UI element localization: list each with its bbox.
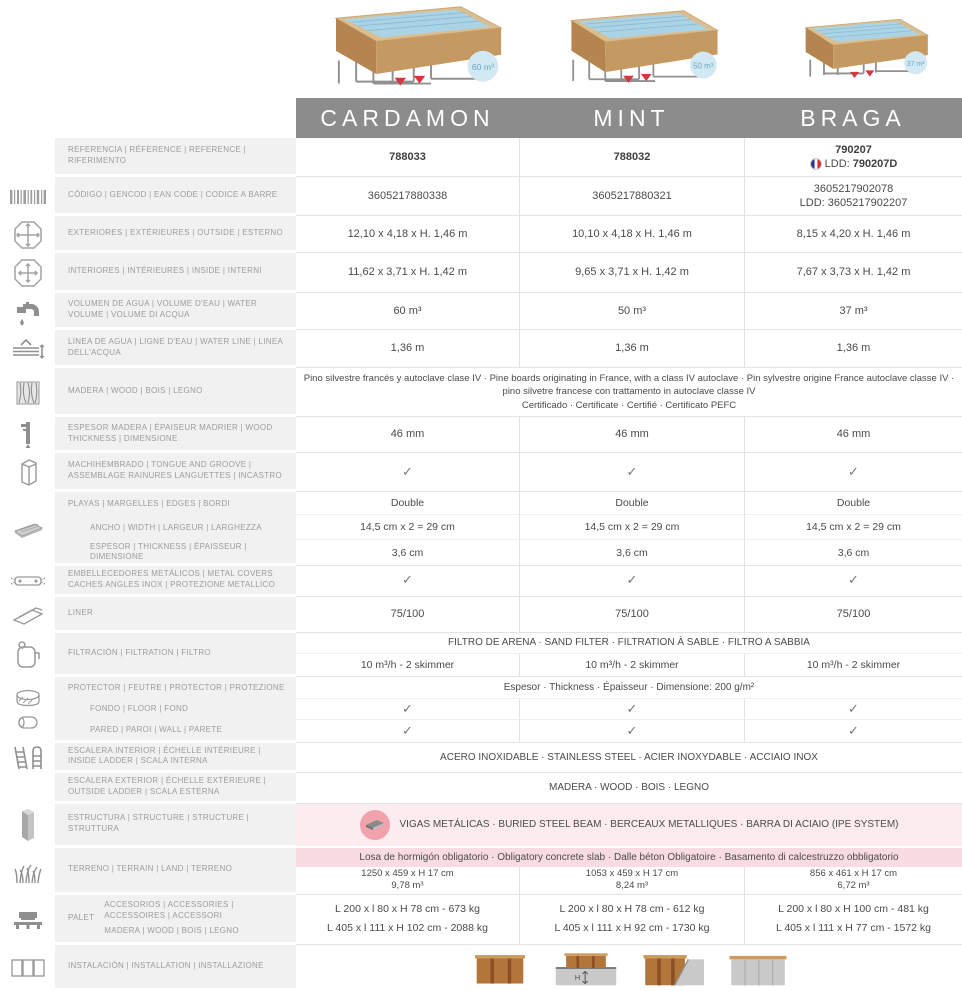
value-mint: 50 m³ — [519, 293, 744, 330]
wood-grain-icon — [0, 368, 55, 417]
grass-terrain-icon — [0, 848, 55, 895]
value-mint: 788032 — [519, 138, 744, 177]
row-label: FILTRACIÓN | FILTRATION | FILTRO — [55, 633, 296, 677]
value-braga — [744, 566, 962, 597]
beam-profile-icon — [0, 804, 55, 848]
value-cardamon — [296, 566, 519, 597]
row-label: EMBELLECEDORES METÁLICOS | METAL COVERS CACHES ANGLES INOX | PROTEZIONE METALLICO — [55, 566, 296, 597]
madera-span-value — [296, 368, 962, 417]
value-cardamon: 12,10 x 4,18 x H. 1,46 m — [296, 216, 519, 253]
empty-icon-cell — [0, 138, 55, 177]
playas-thickness-mint: 3,6 cm — [519, 540, 744, 566]
playas-width-label: ANCHO | WIDTH | LARGEUR | LARGHEZZA — [55, 515, 296, 540]
spec-row-escalera-interior — [0, 743, 962, 774]
playas-label: PLAYAS | MARGELLES | EDGES | BORDI — [55, 492, 296, 515]
value-braga — [744, 453, 962, 492]
spec-row-machihembrado — [0, 453, 962, 492]
check-icon: ✓ — [848, 463, 859, 479]
metal-cover-icon — [0, 566, 55, 597]
palet-sublabels — [104, 900, 286, 936]
product-title-mint: MINT — [593, 104, 670, 131]
slab-dimensions — [296, 867, 962, 894]
palet-accessories-label: ACCESORIOS | ACCESSORIES | ACCESSOIRES | ACCESSORI — [104, 900, 234, 920]
spec-row-instalacion — [0, 945, 962, 991]
value-braga — [744, 177, 962, 216]
spec-row-codigo — [0, 177, 962, 216]
slope-buried-diagram-icon — [640, 949, 704, 987]
pallet-icon — [0, 895, 55, 945]
playas-width-mint: 14,5 cm x 2 = 29 cm — [519, 515, 744, 540]
row-label: CÓDIGO | GENCOD | EAN CODE | CODICE A BARRE — [55, 177, 296, 216]
row-label: ESPESOR MADERA | ÉPAISEUR MADRIER | WOOD THICKNESS | DIMENSIONE — [55, 417, 296, 453]
wall-check-mint — [519, 720, 744, 743]
check-icon: ✓ — [626, 722, 638, 738]
pool-volume-bubble: 50 m³ — [692, 61, 713, 71]
value-braga: 8,15 x 4,20 x H. 1,46 m — [744, 216, 962, 253]
playas-thickness-cardamon: 3,6 cm — [296, 540, 519, 566]
slab-volume: 6,72 m³ — [837, 880, 870, 892]
spec-row-filtracion — [0, 633, 962, 677]
pool-isometric-icon — [534, 2, 730, 96]
outside-dimensions-icon — [0, 216, 55, 253]
playas-width-braga: 14,5 cm x 2 = 29 cm — [744, 515, 962, 540]
value-braga — [744, 895, 962, 945]
spec-row-linea-agua — [0, 330, 962, 368]
value-braga: 10 m³/h - 2 skimmer — [744, 654, 962, 676]
filtracion-values — [296, 633, 962, 677]
felt-protector-icon — [0, 677, 55, 743]
water-line-icon — [0, 330, 55, 368]
ldd-value: 790207D — [852, 158, 898, 170]
ldd-label: LDD: — [824, 158, 850, 170]
playas-type-mint: Double — [519, 492, 744, 515]
spec-row-interiores — [0, 253, 962, 293]
spec-row-exteriores — [0, 216, 962, 253]
spec-row-espesor-madera — [0, 417, 962, 453]
value-mint: 10 m³/h - 2 skimmer — [519, 654, 744, 676]
value-braga: 7,67 x 3,73 x H. 1,42 m — [744, 253, 962, 293]
spec-row-terreno — [0, 848, 962, 895]
wood-pallet: L 405 x l 111 x H 92 cm - 1730 kg — [554, 921, 710, 934]
filter-type-span: FILTRO DE ARENA · SAND FILTER · FILTRATION À SABLE · FILTRO A SABBIA — [296, 633, 962, 654]
floor-check-braga — [744, 699, 962, 720]
playas-type-cardamon: Double — [296, 492, 519, 515]
value-cardamon: 10 m³/h - 2 skimmer — [360, 658, 455, 671]
depth-label: H — [574, 972, 581, 982]
installation-diagrams — [296, 945, 962, 991]
product-header-band — [296, 98, 962, 138]
value-mint — [519, 895, 744, 945]
value-cardamon: 60 m³ — [296, 293, 519, 330]
palet-label-cell — [55, 895, 296, 945]
pool-volume-bubble: 37 m³ — [906, 60, 925, 68]
playas-type-braga: Double — [744, 492, 962, 515]
spec-row-embellecedores — [0, 566, 962, 597]
braga-reference: 790207 — [835, 143, 872, 156]
braga-ean-ldd: LDD: 3605217902207 — [799, 197, 908, 209]
value-braga: 75/100 — [744, 597, 962, 633]
playas-width-cardamon: 14,5 cm x 2 = 29 cm — [296, 515, 519, 540]
check-icon: ✓ — [848, 572, 859, 588]
caliper-icon — [0, 417, 55, 453]
madera-description: Pino silvestre francés y autoclave clase IV · Pine boards originating in France, with a class IV autoclave · Pin sylvestre origine France autoclave classe IV · pino silvetre francese con trattamento in autoclave classe IV — [303, 373, 955, 398]
protector-label: PROTECTOR | FEUTRE | PROTECTOR | PROTEZIONE — [55, 677, 296, 699]
terreno-values — [296, 848, 962, 895]
check-icon: ✓ — [402, 700, 413, 716]
value-mint: 75/100 — [519, 597, 744, 633]
value-mint: 3605217880321 — [519, 177, 744, 216]
ladders-icon — [0, 743, 55, 774]
installation-icon — [0, 945, 55, 991]
row-label: LINEA DE AGUA | LIGNE D'EAU | WATER LINE | LINEA DELL'ACQUA — [55, 330, 296, 368]
value-cardamon: 75/100 — [296, 597, 519, 633]
filter-pump-icon — [0, 633, 55, 677]
check-icon: ✓ — [402, 463, 413, 479]
france-flag-icon — [810, 158, 822, 170]
spec-row-estructura — [0, 804, 962, 848]
value-cardamon: 3605217880338 — [296, 177, 519, 216]
row-label: VOLUMEN DE AGUA | VOLUME D'EAU | WATER VOLUME | VOLUME DI ACQUA — [55, 293, 296, 330]
concrete-slab-notice: Losa de hormigón obligatorio · Obligatory concrete slab · Dalle béton Obligatoire · Basamento di calcestruzzo obbligatorio — [296, 848, 962, 867]
check-icon: ✓ — [402, 722, 413, 738]
pool-image-cardamon — [296, 0, 519, 98]
value-cardamon — [296, 867, 519, 894]
barcode-icon — [0, 177, 55, 216]
wood-pallet: L 405 x l 111 x H 77 cm - 1572 kg — [775, 921, 932, 934]
value-braga: 46 mm — [744, 417, 962, 453]
accessories-pallet: L 200 x l 80 x H 78 cm - 673 kg — [335, 903, 480, 916]
value-mint: 46 mm — [519, 417, 744, 453]
playas-thickness-label: ESPESOR | THICKNESS | ÉPAISSEUR | DIMENSIONE — [55, 540, 296, 566]
value-mint: 9,65 x 3,71 x H. 1,42 m — [519, 253, 744, 293]
floor-check-mint — [519, 699, 744, 720]
palet-label: PALET — [68, 912, 95, 922]
value-cardamon: 1,36 m — [296, 330, 519, 368]
product-title-braga: BRAGA — [800, 104, 906, 131]
value-mint — [519, 867, 744, 894]
row-label: REFERENCIA | RÉFERENCE | REFERENCE | RIFERIMENTO — [55, 138, 296, 177]
above-ground-diagram-icon — [468, 949, 532, 987]
empty-icon-cell — [0, 773, 55, 804]
fully-buried-diagram-icon — [726, 949, 790, 987]
pool-image-mint — [519, 0, 744, 98]
spec-row-palet — [0, 895, 962, 945]
spec-row-referencia — [0, 138, 962, 177]
slab-size: 856 x 461 x H 17 cm — [809, 867, 898, 879]
value-braga — [744, 867, 962, 894]
row-label: ESTRUCTURA | STRUCTURE | STRUCTURE | STRUTTURA — [55, 804, 296, 848]
liner-sheet-icon — [0, 597, 55, 633]
check-icon: ✓ — [626, 700, 638, 716]
spec-row-liner — [0, 597, 962, 633]
slab-size: 1250 x 459 x H 17 cm — [361, 867, 454, 879]
semi-buried-diagram-icon — [554, 949, 618, 987]
protector-thickness-span: Espesor · Thickness · Épaisseur · Dimensione: 200 g/m² — [296, 677, 962, 699]
accessories-pallet: L 200 x l 80 x H 100 cm - 481 kg — [778, 903, 929, 916]
edge-board-icon — [0, 492, 55, 566]
structure-text: VIGAS METÁLICAS · BURIED STEEL BEAM · BERCEAUX METALLIQUES · BARRA DI ACIAIO (IPE SYSTEM) — [399, 819, 899, 831]
check-icon: ✓ — [626, 463, 638, 479]
row-label: LINER — [55, 597, 296, 633]
pool-isometric-icon — [769, 6, 937, 92]
playas-thickness-braga: 3,6 cm — [744, 540, 962, 566]
check-icon: ✓ — [848, 722, 859, 738]
row-label: INSTALACIÓN | INSTALLATION | INSTALLAZIONE — [55, 945, 296, 991]
tongue-groove-icon — [0, 453, 55, 492]
faucet-icon — [0, 293, 55, 330]
pool-isometric-icon — [302, 1, 514, 97]
spec-row-volumen — [0, 293, 962, 330]
value-cardamon: 788033 — [296, 138, 519, 177]
check-icon: ✓ — [848, 700, 859, 716]
pool-image-braga — [744, 0, 962, 98]
accessories-pallet: L 200 x l 80 x H 78 cm - 612 kg — [559, 903, 705, 916]
inside-ladder-span: ACERO INOXIDABLE · STAINLESS STEEL · ACIER INOXYDABLE · ACCIAIO INOX — [296, 743, 962, 774]
spec-row-protector — [0, 677, 962, 743]
value-cardamon — [296, 895, 519, 945]
row-label: MACHIHEMBRADO | TONGUE AND GROOVE | ASSEMBLAGE RAINURES LANGUETTES | INCASTRO — [55, 453, 296, 492]
steel-beam-badge-icon — [360, 810, 390, 840]
value-braga: 37 m³ — [744, 293, 962, 330]
filter-flow-values — [296, 654, 962, 676]
spec-row-escalera-exterior — [0, 773, 962, 804]
value-braga — [744, 138, 962, 177]
slab-size: 1053 x 459 x H 17 cm — [585, 867, 679, 879]
check-icon: ✓ — [402, 572, 413, 588]
row-label: MADERA | WOOD | BOIS | LEGNO — [55, 368, 296, 417]
value-cardamon: 11,62 x 3,71 x H. 1,42 m — [296, 253, 519, 293]
row-label: INTERIORES | INTÉRIEURES | INSIDE | INTERNI — [55, 253, 296, 293]
madera-certification: Certificado · Certificate · Certifié · Certificato PEFC — [521, 399, 737, 411]
value-mint: 10,10 x 4,18 x H. 1,46 m — [519, 216, 744, 253]
product-title-cardamon: CARDAMON — [320, 104, 495, 131]
pool-volume-bubble: 60 m³ — [471, 62, 494, 73]
slab-volume: 9,78 m³ — [391, 880, 424, 892]
value-mint: 1,36 m — [519, 330, 744, 368]
protector-wall-label: PARED | PAROI | WALL | PARETE — [55, 720, 296, 743]
slab-volume: 8,24 m³ — [615, 880, 649, 892]
row-label: EXTERIORES | EXTÉRIEURES | OUTSIDE | ESTERNO — [55, 216, 296, 253]
row-label: ESCALERA EXTERIOR | ÉCHELLE EXTÉRIEURE | OUTSIDE LADDER | SCALA ESTERNA — [55, 773, 296, 804]
floor-check-cardamon — [296, 699, 519, 720]
check-icon: ✓ — [626, 572, 638, 588]
braga-ean: 3605217902078 — [813, 182, 894, 195]
value-cardamon — [296, 453, 519, 492]
wood-pallet: L 405 x l 111 x H 102 cm - 2088 kg — [327, 921, 488, 934]
protector-floor-label: FONDO | FLOOR | FOND — [55, 699, 296, 720]
palet-wood-label: MADERA | WOOD | BOIS | LEGNO — [104, 925, 239, 935]
value-mint — [519, 453, 744, 492]
wall-check-cardamon — [296, 720, 519, 743]
wall-check-braga — [744, 720, 962, 743]
structure-span — [296, 804, 962, 848]
pool-illustrations — [296, 0, 962, 98]
inside-dimensions-icon — [0, 253, 55, 293]
value-cardamon: 46 mm — [296, 417, 519, 453]
value-mint — [519, 566, 744, 597]
row-label: TERRENO | TERRAIN | LAND | TERRENO — [55, 848, 296, 895]
outside-ladder-span: MADERA · WOOD · BOIS · LEGNO — [296, 773, 962, 804]
spec-row-playas — [0, 492, 962, 566]
value-braga: 1,36 m — [744, 330, 962, 368]
spec-row-madera — [0, 368, 962, 417]
braga-ldd-line — [810, 157, 898, 171]
row-label: ESCALERA INTERIOR | ÉCHELLE INTÉRIEURE | INSIDE LADDER | SCALA INTERNA — [55, 743, 296, 774]
